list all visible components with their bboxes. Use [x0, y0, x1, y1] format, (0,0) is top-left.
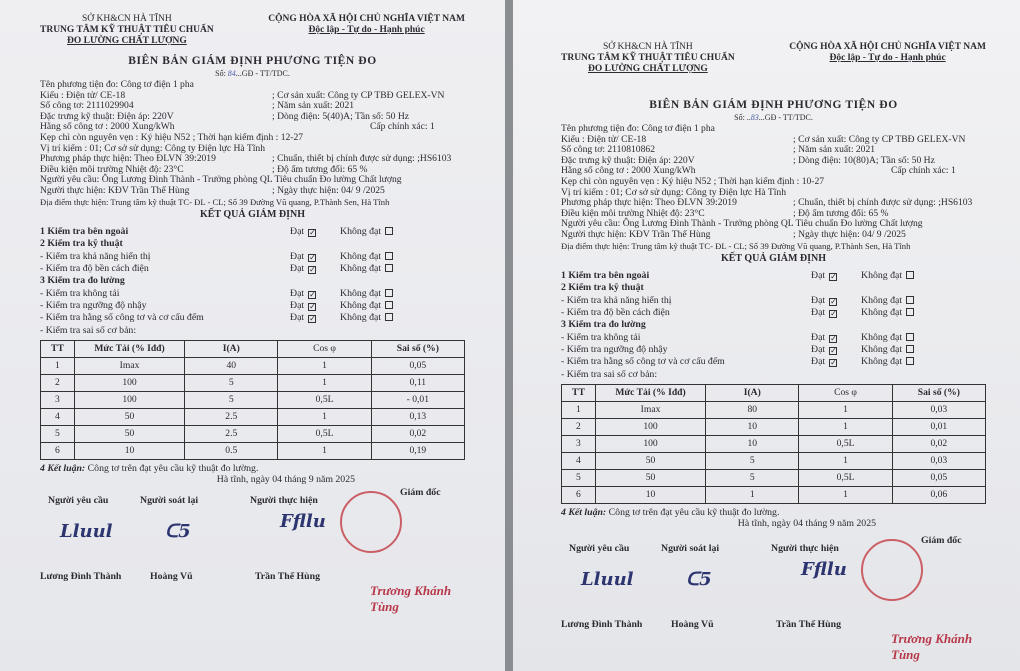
fail-checkbox[interactable] — [385, 313, 393, 321]
table-cell: 2.5 — [185, 425, 278, 442]
conclusion-text: Công tơ trên đạt yêu cầu kỹ thuật đo lường. — [85, 462, 259, 474]
table-cell: 0,02 — [371, 425, 464, 442]
conclusion — [40, 463, 465, 474]
inspection-report-left — [0, 0, 505, 671]
fail-checkbox[interactable] — [906, 345, 914, 353]
table-cell: 0,5L — [799, 469, 892, 486]
info-left: Hằng số công tơ : 2000 Xung/kWh — [40, 121, 175, 133]
pass-checkbox[interactable]: ✓ — [830, 358, 837, 368]
info-left: Người yêu cầu: Ông Lương Đình Thành - Trưởng phòng QL Tiêu chuẩn Đo lường Chất lượng — [40, 174, 402, 186]
table-cell: 10 — [74, 442, 184, 459]
check-label: - Kiểm tra độ bền cách điện — [561, 307, 670, 319]
info-right: ; Ngày thực hiện: 04/ 9 /2025 — [793, 228, 906, 240]
table-row — [562, 486, 986, 503]
check-item — [40, 226, 465, 238]
info-left: Địa điểm thực hiện: Trung tâm kỹ thuật TC- ĐL - CL; Số 39 Đường Vũ quang, P.Thành Sen, Hà Tĩnh — [40, 196, 390, 207]
column-header: TT — [41, 340, 75, 357]
info-left: Người thực hiện: KĐV Trần Thế Hùng — [40, 184, 190, 196]
pass-checkbox[interactable]: ✓ — [830, 309, 837, 319]
check-label: - Kiểm tra ngưỡng độ nhậy — [40, 299, 147, 311]
table-cell: 6 — [562, 486, 596, 503]
info-left: Kẹp chì còn nguyên vẹn : Ký hiệu N52 ; Thời hạn kiểm định : 10-27 — [561, 175, 825, 187]
signer-title-performer: Người thực hiện — [771, 542, 839, 554]
table-cell: 1 — [278, 357, 371, 374]
info-right: Cấp chính xác: 1 — [891, 165, 956, 177]
fail-checkbox[interactable] — [385, 301, 393, 309]
conclusion — [561, 507, 986, 518]
national-header — [268, 14, 465, 47]
info-row — [561, 230, 986, 241]
report-date: Hà tĩnh, ngày 04 tháng 9 năm 2025 — [737, 517, 876, 529]
check-label: 3 Kiểm tra đo lường — [561, 319, 646, 331]
number-suffix: ...GĐ - TT/TDC. — [758, 113, 813, 122]
check-label: 2 Kiểm tra kỹ thuật — [561, 282, 644, 294]
info-right: ; Dòng điện: 10(80)A; Tần số: 50 Hz — [793, 154, 935, 166]
check-item — [40, 288, 465, 300]
signer-name-performer: Trần Thế Hùng — [255, 570, 320, 582]
table-row — [562, 469, 986, 486]
table-cell: 1 — [706, 486, 799, 503]
info-left: Hằng số công tơ : 2000 Xung/kWh — [561, 165, 696, 177]
fail-label: Không đạt — [340, 226, 382, 238]
info-left: Đặc trưng kỹ thuật: Điện áp: 220V — [40, 110, 174, 122]
signer-name-reviewer: Hoàng Vũ — [671, 618, 714, 630]
check-item — [40, 300, 465, 312]
pass-label: Đạt ✓ — [811, 343, 837, 355]
signer-title-director: Giám đốc — [400, 486, 441, 498]
info-left: Điều kiện môi trường Nhiệt độ: 23°C — [561, 207, 705, 219]
table-cell: 0,19 — [371, 442, 464, 459]
table-cell: 1 — [41, 357, 75, 374]
pass-checkbox[interactable]: ✓ — [830, 296, 837, 306]
pass-label: Đạt ✓ — [290, 250, 316, 262]
fail-label: Không đạt — [861, 356, 903, 368]
fail-checkbox[interactable] — [385, 264, 393, 272]
requester-signature: Lluul — [581, 568, 634, 590]
info-left: Đặc trưng kỹ thuật: Điện áp: 220V — [561, 154, 695, 166]
check-item — [561, 270, 986, 282]
table-cell: 5 — [41, 425, 75, 442]
report-title: BIÊN BẢN GIÁM ĐỊNH PHƯƠNG TIỆN ĐO — [649, 99, 898, 111]
info-right: ; Cơ sản xuất: Công ty CP TBĐ GELEX-VN — [793, 133, 966, 145]
info-left: Số công tơ: 2110810862 — [561, 144, 655, 156]
check-item — [40, 238, 465, 250]
table-cell: 50 — [595, 469, 705, 486]
table-row — [562, 435, 986, 452]
check-label: - Kiểm tra khả năng hiển thị — [561, 294, 672, 306]
official-stamp — [861, 539, 923, 601]
fail-label: Không đạt — [340, 250, 382, 262]
issuing-agency — [561, 42, 735, 75]
handwritten-number: 83 — [750, 113, 759, 122]
table-cell: 10 — [595, 486, 705, 503]
pass-checkbox[interactable]: ✓ — [309, 228, 316, 238]
table-cell: 0,5L — [278, 425, 371, 442]
inspection-report-right — [513, 0, 1020, 671]
info-row — [561, 177, 986, 188]
national-motto: Độc lập - Tự do - Hạnh phúc — [308, 25, 425, 35]
fail-label: Không đạt — [861, 270, 903, 282]
agency-unit: ĐO LƯỜNG CHẤT LƯỢNG — [67, 36, 187, 46]
check-item — [561, 369, 986, 381]
info-right: ; Ngày thực hiện: 04/ 9 /2025 — [272, 184, 385, 196]
number-prefix: Số: .. — [734, 113, 751, 122]
info-right: ; Cơ sản xuất: Công ty CP TBĐ GELEX-VN — [272, 89, 445, 101]
column-header: Cos φ — [278, 340, 371, 357]
agency-unit: ĐO LƯỜNG CHẤT LƯỢNG — [588, 64, 708, 74]
column-header: Mức Tải (% Iđđ) — [74, 340, 184, 357]
check-list — [40, 226, 465, 337]
agency-dept: SỞ KH&CN HÀ TĨNH — [602, 42, 693, 52]
check-label: - Kiểm tra sai số cơ bản: — [40, 324, 137, 336]
conclusion-label: 4 Kết luận: — [40, 462, 86, 474]
table-cell: 3 — [562, 435, 596, 452]
check-label: - Kiểm tra độ bền cách điện — [40, 263, 149, 275]
table-header-row — [562, 384, 986, 401]
table-cell: 1 — [799, 486, 892, 503]
signer-title-reviewer: Người soát lại — [140, 494, 199, 506]
pass-label: Đạt ✓ — [290, 287, 316, 299]
check-item — [40, 251, 465, 263]
info-row — [40, 186, 465, 197]
signature-block — [561, 534, 986, 663]
check-label: - Kiểm tra hằng số công tơ và cơ cấu đếm — [561, 356, 725, 368]
table-cell: 100 — [74, 391, 184, 408]
info-right: ; Năm sản xuất: 2021 — [793, 144, 876, 156]
report-date: Hà tĩnh, ngày 04 tháng 9 năm 2025 — [216, 473, 355, 485]
fail-checkbox[interactable] — [385, 252, 393, 260]
info-row — [561, 124, 986, 135]
official-stamp — [340, 491, 402, 553]
check-item — [561, 307, 986, 319]
table-header-row — [41, 340, 465, 357]
column-header: Sai số (%) — [371, 340, 464, 357]
pass-label: Đạt ✓ — [811, 331, 837, 343]
issuing-agency — [40, 14, 214, 47]
check-item — [561, 344, 986, 356]
info-left: Vị trí kiểm : 01; Cơ sở sử dụng: Công ty Điện lực Hà Tĩnh — [561, 186, 787, 198]
info-left: Phương pháp thực hiện: Theo ĐLVN 39:2019 — [40, 153, 216, 165]
column-header: Mức Tải (% Iđđ) — [595, 384, 705, 401]
info-left: Kiểu : Điện tử/ CE-18 — [561, 133, 647, 145]
check-item — [40, 325, 465, 337]
number-prefix: Số: — [215, 69, 228, 78]
check-list — [561, 270, 986, 381]
report-number — [40, 69, 465, 78]
info-left: Vị trí kiểm : 01; Cơ sở sử dụng: Công ty Điện lực Hà Tĩnh — [40, 142, 266, 154]
report-number — [561, 113, 986, 122]
check-item — [561, 356, 986, 368]
table-cell: 0,13 — [371, 408, 464, 425]
pass-label: Đạt ✓ — [811, 294, 837, 306]
conclusion-text: Công tơ trên đạt yêu cầu kỹ thuật đo lường. — [606, 506, 780, 518]
check-label: 2 Kiểm tra kỹ thuật — [40, 238, 123, 250]
table-cell: 6 — [41, 442, 75, 459]
handwritten-number: 84 — [227, 69, 236, 78]
info-row — [40, 80, 465, 91]
signature-block — [40, 486, 465, 615]
check-label: 1 Kiểm tra bên ngoài — [561, 270, 650, 282]
table-cell: 0,06 — [892, 486, 985, 503]
table-cell: 1 — [562, 401, 596, 418]
table-cell: 0,11 — [371, 374, 464, 391]
fail-label: Không đạt — [861, 331, 903, 343]
table-cell: 40 — [185, 357, 278, 374]
info-left: Điều kiện môi trường Nhiệt độ: 23°C — [40, 163, 184, 175]
director-signature-name: Trương Khánh Tùng — [891, 630, 973, 662]
fail-checkbox[interactable] — [906, 308, 914, 316]
signer-title-requester: Người yêu cầu — [569, 542, 630, 554]
table-cell: 1 — [278, 374, 371, 391]
fail-label: Không đạt — [861, 294, 903, 306]
pass-checkbox[interactable]: ✓ — [309, 301, 316, 311]
table-cell: 3 — [41, 391, 75, 408]
device-info — [40, 80, 465, 207]
fail-label: Không đạt — [340, 263, 382, 275]
table-cell: 10 — [706, 418, 799, 435]
table-cell: Imax — [595, 401, 705, 418]
nation-name: CỘNG HÒA XÃ HỘI CHỦ NGHĨA VIỆT NAM — [268, 14, 465, 24]
check-label: 3 Kiểm tra đo lường — [40, 275, 125, 287]
number-suffix: ...GĐ - TT/TDC. — [235, 69, 290, 78]
info-left: Tên phương tiện đo: Công tơ điện 1 pha — [561, 123, 715, 134]
table-cell: 2 — [562, 418, 596, 435]
table-cell: 1 — [278, 408, 371, 425]
table-row — [562, 401, 986, 418]
info-row — [40, 197, 465, 208]
info-right: ; Dòng điện: 5(40)A; Tần số: 50 Hz — [272, 110, 410, 122]
info-right: ; Năm sản xuất: 2021 — [272, 100, 355, 112]
check-label: - Kiểm tra sai số cơ bản: — [561, 368, 658, 380]
national-header — [789, 42, 986, 75]
national-motto: Độc lập - Tự do - Hạnh phúc — [829, 53, 946, 63]
info-left: Phương pháp thực hiện: Theo ĐLVN 39:2019 — [561, 197, 737, 209]
info-right: Cấp chính xác: 1 — [370, 121, 435, 133]
check-item — [561, 332, 986, 344]
report-body — [0, 0, 505, 615]
fail-checkbox[interactable] — [906, 271, 914, 279]
signer-title-requester: Người yêu cầu — [48, 494, 109, 506]
info-right: ; Chuẩn, thiết bị chính được sử dụng: ;HS6103 — [272, 153, 452, 165]
check-item — [40, 275, 465, 287]
agency-dept: SỞ KH&CN HÀ TĨNH — [81, 14, 172, 24]
check-label: 1 Kiểm tra bên ngoài — [40, 226, 129, 238]
table-cell: 100 — [595, 435, 705, 452]
table-cell: 80 — [706, 401, 799, 418]
result-title: KẾT QUẢ GIÁM ĐỊNH — [199, 209, 306, 221]
fail-label: Không đạt — [861, 307, 903, 319]
table-cell: 5 — [562, 469, 596, 486]
table-cell: 10 — [706, 435, 799, 452]
column-header: Sai số (%) — [892, 384, 985, 401]
table-cell: 0,02 — [892, 435, 985, 452]
reviewer-signature: ᑕ5 — [686, 568, 712, 590]
check-item — [561, 282, 986, 294]
signer-name-reviewer: Hoàng Vũ — [150, 570, 193, 582]
column-header: I(A) — [706, 384, 799, 401]
pass-label: Đạt ✓ — [811, 270, 837, 282]
pass-checkbox[interactable]: ✓ — [309, 314, 316, 324]
device-info — [561, 124, 986, 251]
table-cell: 0,01 — [892, 418, 985, 435]
table-row — [41, 442, 465, 459]
info-row — [561, 241, 986, 252]
table-cell: 100 — [74, 374, 184, 391]
fail-label: Không đạt — [861, 343, 903, 355]
check-item — [561, 295, 986, 307]
table-row — [41, 408, 465, 425]
table-cell: 100 — [595, 418, 705, 435]
report-header — [561, 42, 986, 75]
pass-checkbox[interactable]: ✓ — [309, 265, 316, 275]
table-cell: 1 — [799, 401, 892, 418]
check-item — [40, 312, 465, 324]
column-header: TT — [562, 384, 596, 401]
report-header — [40, 14, 465, 47]
table-cell: 50 — [595, 452, 705, 469]
table-cell: 0,5L — [278, 391, 371, 408]
info-left: Số công tơ: 2111029904 — [40, 100, 134, 112]
pass-label: Đạt ✓ — [290, 226, 316, 238]
pass-label: Đạt ✓ — [811, 307, 837, 319]
table-cell: 1 — [799, 418, 892, 435]
info-row — [40, 133, 465, 144]
director-signature-name: Trương Khánh Tùng — [370, 582, 452, 614]
table-cell: 4 — [41, 408, 75, 425]
signer-title-reviewer: Người soát lại — [661, 542, 720, 554]
check-label: - Kiểm tra khả năng hiển thị — [40, 250, 151, 262]
info-left: Địa điểm thực hiện: Trung tâm kỹ thuật TC- ĐL - CL; Số 39 Đường Vũ quang, P.Thành Sen, Hà Tĩnh — [561, 240, 911, 251]
fail-checkbox[interactable] — [385, 289, 393, 297]
table-cell: 0,05 — [371, 357, 464, 374]
result-title: KẾT QUẢ GIÁM ĐỊNH — [720, 253, 827, 265]
table-row — [41, 425, 465, 442]
pass-label: Đạt ✓ — [811, 356, 837, 368]
table-cell: 50 — [74, 425, 184, 442]
table-cell: 0,03 — [892, 452, 985, 469]
table-cell: 2.5 — [185, 408, 278, 425]
table-cell: 5 — [185, 391, 278, 408]
table-row — [41, 374, 465, 391]
table-cell: 2 — [41, 374, 75, 391]
pass-label: Đạt ✓ — [290, 312, 316, 324]
check-label: - Kiểm tra không tải — [561, 331, 641, 343]
info-left: Kẹp chì còn nguyên vẹn : Ký hiệu N52 ; Thời hạn kiểm định : 12-27 — [40, 131, 304, 143]
fail-checkbox[interactable] — [906, 357, 914, 365]
requester-signature: Lluul — [60, 520, 113, 542]
agency-center: TRUNG TÂM KỸ THUẬT TIÊU CHUẨN — [561, 53, 735, 63]
check-item — [40, 263, 465, 275]
performer-signature: Ffllu — [280, 510, 326, 532]
table-cell: 0,05 — [892, 469, 985, 486]
column-header: I(A) — [185, 340, 278, 357]
fail-label: Không đạt — [340, 299, 382, 311]
error-table — [561, 384, 986, 504]
fail-checkbox[interactable] — [385, 227, 393, 235]
conclusion-label: 4 Kết luận: — [561, 506, 607, 518]
table-cell: 1 — [799, 452, 892, 469]
signer-title-performer: Người thực hiện — [250, 494, 318, 506]
table-cell: 5 — [706, 469, 799, 486]
table-row — [562, 452, 986, 469]
pass-label: Đạt ✓ — [290, 263, 316, 275]
table-cell: - 0,01 — [371, 391, 464, 408]
info-right: ; Độ ẩm tương đối: 65 % — [793, 207, 889, 219]
report-body — [513, 0, 1020, 663]
reviewer-signature: ᑕ5 — [165, 520, 191, 542]
table-cell: 0,03 — [892, 401, 985, 418]
pass-checkbox[interactable]: ✓ — [830, 333, 837, 343]
info-right: ; Chuẩn, thiết bị chính được sử dụng: ;HS6103 — [793, 197, 973, 209]
check-label: - Kiểm tra hằng số công tơ và cơ cấu đếm — [40, 312, 204, 324]
table-cell: 5 — [706, 452, 799, 469]
check-label: - Kiểm tra không tải — [40, 287, 120, 299]
table-row — [41, 391, 465, 408]
pass-label: Đạt ✓ — [290, 299, 316, 311]
pass-checkbox[interactable]: ✓ — [830, 345, 837, 355]
table-cell: 0.5 — [185, 442, 278, 459]
signer-title-director: Giám đốc — [921, 534, 962, 546]
pass-checkbox[interactable]: ✓ — [309, 252, 316, 262]
table-cell: 50 — [74, 408, 184, 425]
column-header: Cos φ — [799, 384, 892, 401]
nation-name: CỘNG HÒA XÃ HỘI CHỦ NGHĨA VIỆT NAM — [789, 42, 986, 52]
table-cell: 5 — [185, 374, 278, 391]
performer-signature: Ffllu — [801, 558, 847, 580]
table-cell: 4 — [562, 452, 596, 469]
fail-label: Không đạt — [340, 287, 382, 299]
error-table — [40, 340, 465, 460]
fail-checkbox[interactable] — [906, 333, 914, 341]
table-row — [41, 357, 465, 374]
info-left: Người yêu cầu: Ông Lương Đình Thành - Trưởng phòng QL Tiêu chuẩn Đo lường Chất lượng — [561, 218, 923, 230]
table-row — [562, 418, 986, 435]
report-title: BIÊN BẢN GIÁM ĐỊNH PHƯƠNG TIỆN ĐO — [128, 55, 377, 67]
info-left: Tên phương tiện đo: Công tơ điện 1 pha — [40, 79, 194, 90]
info-left: Kiểu : Điện tử/ CE-18 — [40, 89, 126, 101]
pass-checkbox[interactable]: ✓ — [830, 272, 837, 282]
table-cell: 0,5L — [799, 435, 892, 452]
pass-checkbox[interactable]: ✓ — [309, 289, 316, 299]
table-cell: 1 — [278, 442, 371, 459]
info-left: Người thực hiện: KĐV Trần Thế Hùng — [561, 228, 711, 240]
fail-checkbox[interactable] — [906, 296, 914, 304]
agency-center: TRUNG TÂM KỸ THUẬT TIÊU CHUẨN — [40, 25, 214, 35]
signer-name-requester: Lương Đình Thành — [561, 618, 643, 630]
check-item — [561, 319, 986, 331]
check-label: - Kiểm tra ngưỡng độ nhậy — [561, 343, 668, 355]
table-cell: Imax — [74, 357, 184, 374]
signer-name-performer: Trần Thế Hùng — [776, 618, 841, 630]
fail-label: Không đạt — [340, 312, 382, 324]
info-right: ; Độ ẩm tương đối: 65 % — [272, 163, 368, 175]
signer-name-requester: Lương Đình Thành — [40, 570, 122, 582]
